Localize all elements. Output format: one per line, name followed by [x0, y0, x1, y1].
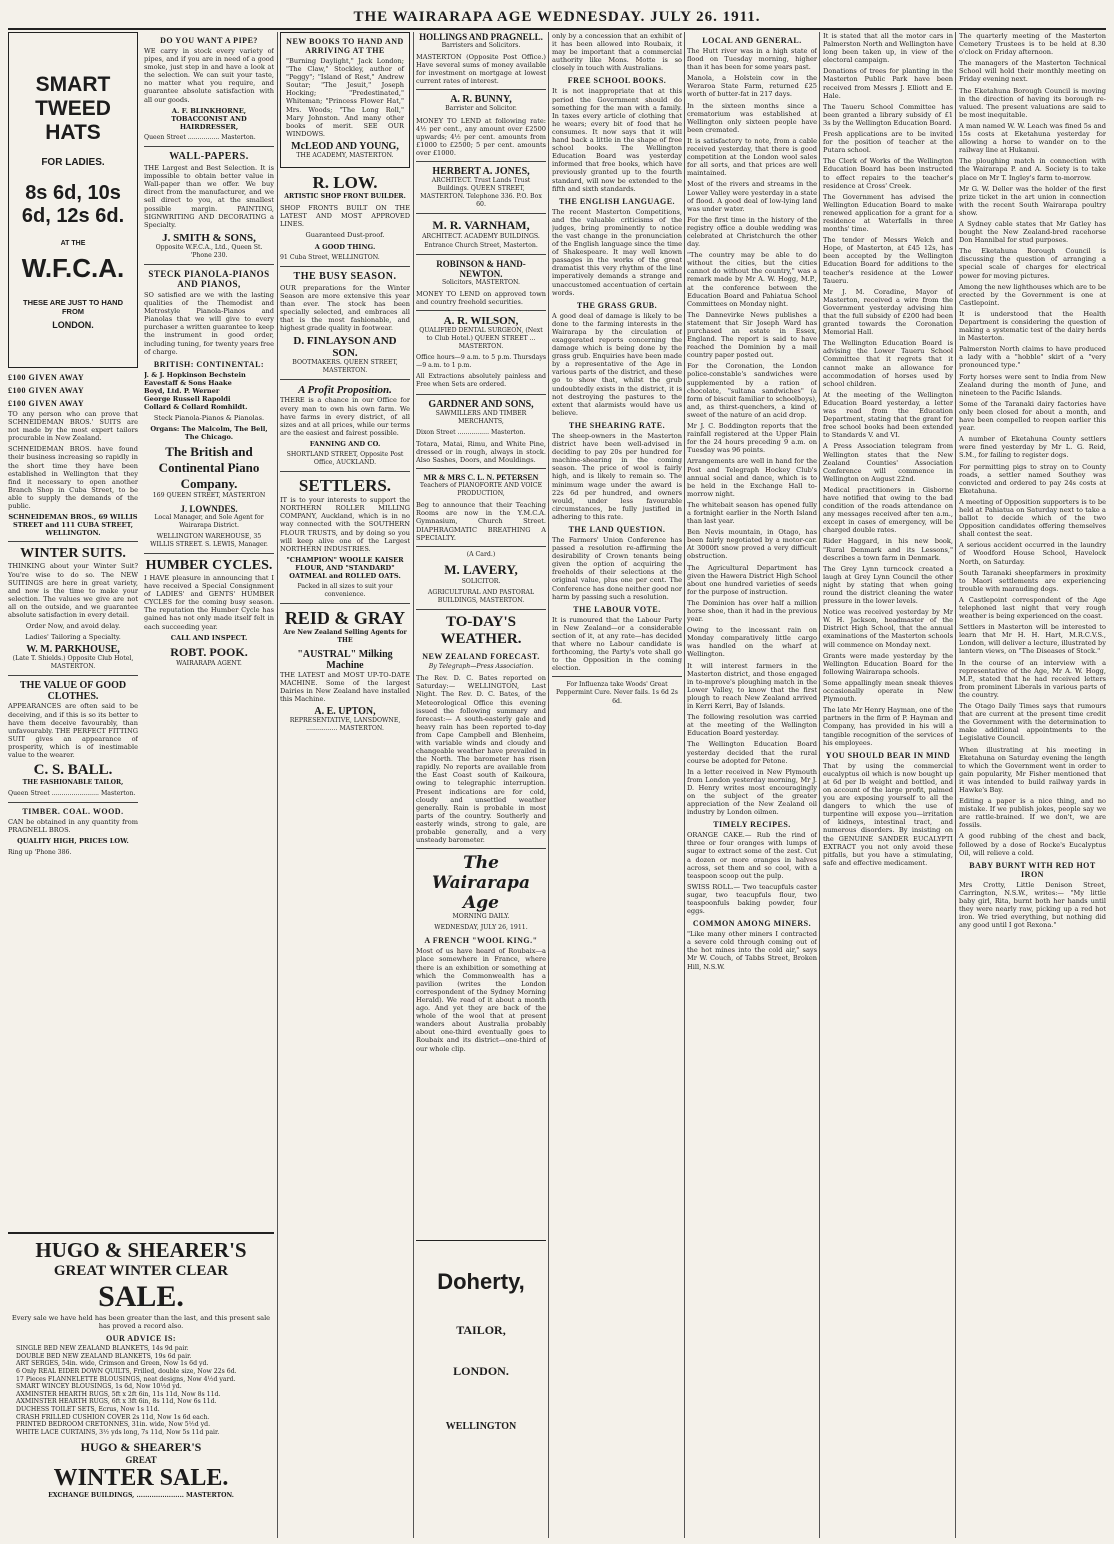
news-item: The following resolution was carried at the meeting of the Wellington Education Board yesterday. — [687, 713, 817, 738]
giveaway: £100 GIVEN AWAY — [8, 373, 85, 382]
labour-body: It is rumoured that the Labour Party in New Zealand—or a considerable section of it, at any rate—has decided that where no Labour candidate is forthcoming, the Party's vote shall go to the Opposition in the coming election. — [552, 615, 682, 673]
news-item: For the first time in the history of the registry office a double wedding was celebrated at Christchurch the other day. — [687, 215, 817, 249]
doherty: Doherty, — [437, 1269, 525, 1294]
gardner-sub: SAWMILLERS AND TIMBER MERCHANTS, — [435, 409, 527, 425]
hats-title: SMART TWEED HATS — [35, 73, 111, 144]
bear-body: That by using the commercial eucalyptus oil which is now bought up at 6d per lb weight and bottled, and on account of the large profit, palmed you are exposing yourself to all the dangers to which the use of turpentine will expose you—irritation of kidneys, intestinal tract, and numerous disorders. By insisting on the GENUINE SANDER EUCALYPTI EXTRACT you not only avoid these pitfalls, but you have a stimulating, safe and effective medicament. — [823, 761, 953, 867]
busy-body: OUR preparations for the Winter Season are more extensive this year than ever. The stock has been specially selected, and embraces all that is the most fashionable, and highest grade quality in footwear. — [280, 283, 410, 333]
hats-at: AT THE — [60, 240, 86, 247]
hugo-winter-sale: WINTER SALE. — [53, 1465, 229, 1492]
news-item: The Agricultural Department has given the Hawera District High School about one hundred varieties of seeds for the purpose of instruction. — [687, 563, 817, 596]
sale-item: PRINTED BEDROOM CRETONNES, 31in. wide, Now 5½d yd. — [16, 1421, 211, 1429]
news-item: The Otago Daily Times says that rumours that are current at the present time credit the Government with the determination to make additional appointments to the Legislative Council. — [959, 702, 1106, 743]
news-item: A meeting of Opposition supporters is to be held at Pahiatua on Saturday next to take a ballot to decide which of the two Opposition candidates offering themselves shall contest the seat. — [959, 497, 1106, 539]
news-item: Ben Nevis mountain, in Otago, has been fairly negotiated by a motor-car. At 3000ft snow proved a very difficult obstruction. — [687, 528, 817, 561]
hugo-sub: GREAT WINTER CLEAR — [53, 1263, 229, 1279]
weather-body: The Rev. D. C. Bates reported on Saturday:— WELLINGTON, Last Night. The Rev. D. C. Bates, of the Meteorological Office this evening issued the following summary and forecast:— A south-easterly gale and heavy rain has been reported to-day from Cape Campbell and Blenheim, with variable winds and cloudy and changeable weather have prevailed in the North. The barometer has risen rapidly. No reports are available from the East Coast south of Kaikoura, owing to telegraphic interruption. Present indications are for cold, cloudy and unsettled weather generally. Rain is probable in most parts of the country. Southerly and easterly winds, strong to gale, are probable generally, and a very unsteady barometer. — [416, 674, 546, 845]
miners-body: "Like many other miners I contracted a severe cold through coming out of the hot mines into the cold air," says Mr W. Couch, of Tabbs Street, Broken Hill, N.S.W. — [687, 930, 817, 971]
blinkhorne: A. F. BLINKHORNE, TOBACCONIST AND HAIRDRESSER, — [171, 106, 247, 131]
sale-item: DUCHESS TOILET SETS, Ecrus, Now 1s 11d. — [16, 1405, 160, 1413]
news-item: Medical practitioners in Gisborne have notified that owing to the bad condition of the roads attendance on any messages received after ten a.m., except in cases of emergency, will be charged double rates. — [823, 485, 953, 535]
value-body: APPEARANCES are often said to be deceiving, and if this is so its better to have them deceive favourably, than unfavourably. THE PERFECT FITTING SUIT gives an appearance of prosperity, which is of inestimable value to the wearer. — [8, 702, 138, 759]
books-ad — [280, 32, 410, 168]
giveaway: £100 GIVEN AWAY — [8, 386, 85, 395]
bunny-sub: Barrister and Solicitor. — [445, 105, 517, 113]
lavery-sub: SOLICITOR. — [461, 577, 501, 585]
hugo-great: GREAT — [125, 1455, 157, 1466]
news-item: When illustrating at his meeting in Eketahuna on Saturday evening the length to which the Government went in order to gain popularity, Mr Fisher mentioned that it was intended to build railway yards in Hawke's Bay. — [959, 745, 1106, 794]
austral: "AUSTRAL" Milking Machine — [297, 648, 393, 671]
news-item: A Castlepoint correspondent of the Age telephoned last night that very rough weather is being experienced on the coast. — [959, 595, 1106, 621]
hugo-shearer-ad — [8, 1232, 274, 1534]
schneideman-firm: SCHNEIDEMAN BROS., 69 WILLIS STREET and 111 CUBA STREET, WELLINGTON. — [8, 513, 138, 538]
wallpapers-body: THE Largest and Best Selection. It is impossible to obtain better value in Wall-paper than we offer. We buy direct from the manufacturer, and we sell direct to you, at the smallest possible margin. PAINTING, SIGNWRITING AND DECORATING a Specialty. — [144, 164, 274, 229]
humber-body: I HAVE pleasure in announcing that I have received a Special Consignment of LADIES' and GENTS' HUMBER CYCLES for the coming busy season. The reputation the Humber Cycle has gained has not only made itself felt in each succeeding year. — [144, 573, 274, 631]
news-item: Most of the rivers and streams in the Lower Valley were yesterday in a state of flood. A good deal of low-lying land was under water. — [687, 180, 817, 213]
sale-item: SINGLE BED NEW ZEALAND BLANKETS, 14s 9d pair. — [16, 1345, 189, 1353]
news-item: It is stated that all the motor cars in Palmerston North and Wellington have long been taken up, in view of the electoral campaign. — [823, 32, 953, 65]
mcleod: McLEOD AND YOUNG, — [291, 140, 399, 152]
robinson-body: MONEY TO LEND on approved town and country freehold securities. — [416, 289, 546, 306]
masthead: THE WAIRARAPA AGE WEDNESDAY. JULY 26. 1911. — [8, 6, 1106, 30]
news-item: Mr J. C. Boddington reports that the rainfall registered at the Upper Plain for the 24 hours preceding 9 a.m. on Tuesday was 96 points. — [687, 422, 817, 455]
news-item: Forty horses were sent to India from New Zealand during the month of June, and nineteen to the Pacific Islands. — [959, 372, 1106, 397]
hats-prices: 8s 6d, 10s 6d, 12s 6d. — [21, 182, 125, 227]
news-item: The Clerk of Works of the Wellington Education Board has been instructed to effect repairs to the teacher's residence at Cross' Creek. — [823, 157, 953, 190]
profit-body: THERE is a chance in our Office for every man to own his own farm. We have farms in every district, of all sizes and at all prices, while our terms are the easiest and fairest possible. — [280, 396, 410, 437]
news-item: Settlers in Masterton will be interested to learn that Mr H. H. Hart, M.R.C.V.S., London, will deliver a lecture, illustrated by lantern views, on "The Diseases of Stock." — [959, 623, 1106, 656]
hats-london: LONDON. — [52, 320, 94, 330]
lowndes-sub: Local Manager, and Sole Agent for Wairarapa District. — [154, 513, 264, 529]
bear-title: YOU SHOULD BEAR IN MIND — [825, 750, 951, 760]
news-item: It is satisfactory to note, from a cable received yesterday, that there is good competition at the London wool sales for all sorts, and that prices are well maintained. — [687, 136, 817, 178]
organs: Organs: The Malcolm, The Bell, The Chicago. — [150, 425, 268, 442]
sale-item: 17 Pieces FLANNELETTE BLOUSINGS, neat designs, Now 4½d yard. — [16, 1375, 236, 1383]
land-body: The Farmers' Union Conference has passed a resolution re-affirming the desirability of Crown tenants being given the option of acquiring the freeholds of their selections at the original value, plus one per cent. The Conference has done neither good nor harm by passing such a resolution. — [552, 535, 682, 601]
news-item: Among the new lighthouses which are to be erected by the Government is one at Castlepoint. — [959, 282, 1106, 307]
wilson-hours: Office hours—9 a.m. to 5 p.m. Thursdays—9 a.m. to 1 p.m. — [416, 354, 546, 370]
wilson-sub: QUALIFIED DENTAL SURGEON, (Next to Club Hotel.) QUEEN STREET ... MASTERTON. — [419, 326, 543, 351]
reid: REID & GRAY — [284, 608, 406, 629]
fanning-sub: SHORTLAND STREET, Opposite Post Office, AUCKLAND. — [286, 451, 404, 467]
land-title: THE LAND QUESTION. — [568, 524, 666, 534]
petersen-body: Beg to announce that their Teaching Rooms are now in the Y.M.C.A. Gymnasium, Church Street. DIAPHRAGMATIC BREATHING A SPECIALTY. — [416, 501, 546, 542]
fanning: FANNING AND CO. — [309, 439, 381, 448]
news-item: The Government has advised the Wellington Education Board to make renewed application for a grant for a residence at Waterfalls in three months' time. — [823, 192, 953, 234]
humber-call: CALL AND INSPECT. — [170, 633, 248, 642]
gardner: GARDNER AND SONS, — [428, 398, 534, 410]
low-sub: ARTISTIC SHOP FRONT BUILDER. — [284, 193, 406, 201]
austral-body: THE LATEST and MOST UP-TO-DATE MACHINE. Some of the largest Dairies in New Zealand have installed this Machine. — [280, 670, 410, 703]
humber: HUMBER CYCLES. — [145, 557, 273, 573]
doherty-ad — [416, 1240, 546, 1533]
news-item: Palmerston North claims to have produced a lady with a "hobble" skirt of a "very pronounced type." — [959, 345, 1106, 370]
news-item: The Dominion has over half a million horse shoe, than it had in the previous year. — [687, 598, 817, 624]
flag-date: WEDNESDAY, JULY 26, 1911. — [434, 924, 528, 932]
ball-addr: Queen Street ........................ Masterton. — [8, 790, 136, 798]
baby-body: Mrs Crotty, Little Denison Street, Carrington, N.S.W., writes:— "My little baby girl, Rita, burnt both her hands until they were nearly raw, picking up a red hot iron. We tried everything, but nothing did any good until I got Rexona." — [959, 880, 1106, 930]
news-item: A Press Association telegram from Wellington states that the New Zealand Counties' Association Conference will commence in Wellington on August 22nd. — [823, 442, 953, 483]
influenza: For Influenza take Woods' Great Peppermint Cure. Never fails. 1s 6d 2s 6d. — [556, 681, 678, 705]
news-item: Arrangements are well in hand for the Post and Telegraph Hockey Club's annual social and dance, which is to be held in the Exchange Hall to-morrow night. — [687, 457, 817, 498]
hugo-sale: SALE. — [98, 1280, 184, 1313]
sale-item: 6 Only REAL EIDER DOWN QUILTS, Frilled, double size, Now 22s 6d. — [16, 1367, 237, 1375]
varnham-sub: ARCHITECT. ACADEMY BUILDINGS. Entrance Church Street, Masterton. — [422, 233, 540, 249]
hats-note: THESE ARE JUST TO HAND FROM — [22, 298, 123, 316]
timber-quality: QUALITY HIGH, PRICES LOW. — [17, 837, 129, 846]
hollings-sub: Barristers and Solicitors. — [441, 42, 521, 49]
column-rule — [684, 32, 685, 1538]
sale-item: SMART WINCEY BLOUSINGS, 1s 6d, Now 10½d yd. — [16, 1383, 182, 1391]
news-item: In a letter received in New Plymouth from London yesterday morning, Mr J. D. Henry writes most encouragingly on the subject of the greater appreciation of the New Zealand oil industry by London oilmen. — [687, 767, 817, 817]
gardner-addr: Dixon Street ................ Masterton. — [416, 428, 526, 436]
news-item: "The country may be able to do without the cities, but the cities cannot do without the country," was a remark made by Mr A. W. Hogg, M.P., at the conference between the Education Board and Pahiatua School Committees on Monday night. — [687, 251, 817, 308]
makers: J. & J. Hopkinson Bechstein Eavestaff & Sons Haake Boyd, Ltd. P. Werner George Russell Rapoldi Collard & Collard Romhildt. — [144, 370, 248, 412]
news-item: Some of the Taranaki dairy factories have only been closed for about a month, and have been compelled to reopen earlier this year. — [959, 399, 1106, 433]
finlayson: D. FINLAYSON AND SON. — [293, 335, 397, 360]
hats-for: FOR LADIES. — [41, 157, 105, 168]
winter-order: Order Now, and avoid delay. — [25, 622, 121, 631]
hollings-body: MASTERTON (Opposite Post Office.) Have several sums of money available for investment on mortgage at lowest current rates of interest. — [416, 53, 546, 86]
news-item: Mr J. M. Coradine, Mayor of Masterton, received a wire from the Government yesterday advising him that the full subsidy of £200 had been granted towards the Coronation Memorial Hall. — [823, 287, 953, 337]
ball-sub: THE FASHIONABLE TAILOR, — [22, 779, 124, 787]
champion-note: Packed in all sizes to suit your convenience. — [297, 583, 393, 599]
wilson: A. R. WILSON, — [443, 314, 519, 327]
hugo-advice: OUR ADVICE IS: — [105, 1334, 177, 1344]
sale-item: ART SERGES, 54in. wide, Crimson and Green, Now 1s 6d yd. — [16, 1360, 209, 1368]
news-item: It will interest farmers in the Masterton district, and those engaged in to-mprove's ploughing match in the Lower Valley, to know that the first plough to reach New Zealand arrived in Kerri Kerri, Bay of Islands. — [687, 661, 817, 711]
column-7 — [823, 32, 953, 1538]
settlers-body: IT is to your interests to support the NORTHERN ROLLER MILLING COMPANY, Auckland, which is in no way connected with the SOUTHERN FLOUR TRUSTS, and by doing so you will keep alive one of the Largest NORTHERN INDUSTRIES. — [280, 496, 410, 553]
news-item: Manola, a Holstein cow in the Weraroa State Farm, returned £25 worth of butter-fat in 217 days. — [687, 74, 817, 99]
shearing-body: The sheep-owners in the Masterton district have been well-advised in deciding to pay 20s per hundred for machine-shearing in the coming season. The price of wool is fairly high, and is likely to remain so. The minimum wage under the award is 22s 6d per hundred, and owners would, under less favourable circumstances, be fully justified in adhering to this rate. — [552, 431, 682, 521]
winter-ladies: Ladies' Tailoring a Specialty. — [25, 633, 121, 642]
robinson-sub: Solicitors, MASTERTON. — [441, 278, 521, 286]
finlayson-sub: BOOTMAKERS. QUEEN STREET, MASTERTON. — [292, 359, 398, 375]
local-general-title: LOCAL AND GENERAL. — [702, 36, 802, 45]
column-rule — [413, 32, 414, 1538]
sale-item: AXMINSTER HEARTH RUGS, 6ft x 3ft 6in, 8s 11d, Now 6s 11d. — [16, 1398, 217, 1406]
news-item: The Grey Lynn turncock created a laugh at Grey Lynn Council the other night by stating that when going round the district cleaning the water pressure in the lower levels. — [823, 564, 953, 606]
timber-phone: Ring up 'Phone 386. — [8, 848, 72, 856]
books-title: NEW BOOKS TO HAND AND ARRIVING AT THE — [286, 37, 404, 55]
schneideman-intro: TO any person who can prove that SCHNEIDEMAN BROS.' SUITS are not made by the most expert tailors procurable in New Zealand. — [8, 410, 138, 443]
hats-ad — [8, 32, 138, 368]
news-item: A serious accident occurred in the laundry of Woodford House School, Havelock North, on Saturday. — [959, 541, 1106, 566]
low: R. LOW. — [312, 173, 378, 193]
doherty-tailor: TAILOR, — [456, 1323, 506, 1337]
col5-intro: only by a concession that an exhibit of it has been allowed into Roubaix, it may be important that a commercial authority like Mons. Motte is so closely in touch with Australians. — [552, 32, 682, 73]
news-item: The Taueru School Committee has been granted a library subsidy of £1 3s by the Wellington Education Board. — [823, 102, 953, 127]
lavery-card: (A Card.) — [466, 550, 496, 558]
wool-title: A FRENCH "WOOL KING." — [424, 936, 538, 946]
news-item: Fresh applications are to be invited for the position of teacher at the Putara school. — [823, 130, 953, 155]
column-rule — [955, 32, 956, 1538]
flag-sub: MORNING DAILY. — [452, 913, 510, 921]
books-body: "Burning Daylight," Jack London; "The Claw," Stockley, author of "Peggy"; "Island of Rest," Andrew Soutar; "The Jesuit," Joseph Hocking; "Predestinated," Whiteman; "Princess Flower Hat," Mrs. Woods; "The Long Roll," Mary Johnston. And many other books of merit. SEE OUR WINDOWS. — [286, 57, 404, 138]
bunny-body: MONEY TO LEND at following rate: 4½ per cent., any amount over £2500 upwards; 4½ per cent. amounts from £1000 to £2500; 5 per cent. amounts over £1000. — [416, 116, 546, 157]
sale-item: AXMINSTER HEARTH RUGS, 5ft x 2ft 6in, 11s 11d, Now 8s 11d. — [16, 1390, 221, 1398]
column-6 — [687, 32, 817, 1538]
wool-body: Most of us have heard of Roubaix—a place somewhere in France, where there is an exhibition or something at which the Commonwealth has a pavilion (writes the London correspondent of the Sydney Morning Herald). We read of it about a month ago. And yet they are back of the whole of the wool that at present wanders about Australia probably about one-third eventually goes to Roubaix and its district—one-third of our whole clip. — [416, 947, 546, 1053]
value-title: THE VALUE OF GOOD CLOTHES. — [19, 680, 127, 703]
schneideman-body: SCHNEIDEMAN BROS. have found their business increasing so rapidly in the short time they have been established in Wellington that they find it necessary to open another Branch Shop in Cuba Street, to be able to supply the demands of the public. — [8, 445, 138, 511]
hollings: HOLLINGS AND PRAGNELL. — [419, 32, 543, 42]
news-item: A number of Eketahuna County settlers were fined yesterday by Mr L. G. Reid, S.M., for failing to register dogs. — [959, 435, 1106, 460]
ball: C. S. BALL. — [33, 762, 113, 779]
champion: "CHAMPION" WOOLLE KAISER FLOUR, AND "STANDARD" OATMEAL and ROLLED OATS. — [286, 555, 404, 581]
low-body: SHOP FRONTS BUILT ON THE LATEST AND MOST APPROVED LINES. — [280, 204, 410, 229]
low-addr: 91 Cuba Street, WELLINGTON. — [280, 253, 380, 261]
news-item: The Eketahuna Borough Council is moving in the direction of having its borough re-valued. The present valuations are said to be most inequitable. — [959, 86, 1106, 119]
recipes-title: TIMELY RECIPES. — [713, 820, 791, 830]
smith-addr: Opposite W.F.C.A., Ltd., Queen St. 'Phone 230. — [155, 243, 263, 259]
giveaway: £100 GIVEN AWAY — [8, 399, 85, 408]
winter-title: WINTER SUITS. — [20, 546, 126, 562]
reid-sub: Are New Zealand Selling Agents for THE — [283, 629, 407, 645]
jones-sub: ARCHITECT. Trust Lands Trust Buildings. QUEEN STREET, MASTERTON. Telephone 336. P.O. Box 60. — [420, 177, 542, 209]
column-8 — [959, 32, 1106, 1538]
upton: A. E. UPTON, — [314, 705, 376, 717]
news-item: A man named W. W. Leach was fined 5s and 15s costs at Eketahuna yesterday for allowing a horse to wander on to the railway line at Hukanui. — [959, 121, 1106, 155]
bunny: A. R. BUNNY, — [450, 94, 512, 106]
news-item: South Taranaki sheepfarmers in proximity to Maori settlements are experiencing trouble with marauding dogs. — [959, 568, 1106, 593]
winter-body: THINKING about your Winter Suit? You're wise to do so. The NEW SUITINGS are here in great variety, and now is the time to make your selection. The values we give are not all on the outside, and we guarantee absolute satisfaction in every detail. — [8, 562, 138, 619]
news-item: The Hutt river was in a high state of flood on Tuesday morning, higher than it has been for some years past. — [687, 47, 817, 72]
news-item: The quarterly meeting of the Masterton Cemetery Trustees is to be held at 8.30 o'clock on Friday afternoon. — [959, 32, 1106, 57]
swiss-roll: SWISS ROLL.— Two teacupfuls caster sugar, two teacupfuls flour, two teaspoonfuls baking powder, four eggs. — [687, 882, 817, 916]
upton-sub: REPRESENTATIVE, LANSDOWNE, ................ MASTERTON. — [289, 716, 401, 732]
low-good: A GOOD THING. — [314, 242, 376, 251]
news-item: The Wellington Education Board yesterday decided that the rural course be adopted for Petone. — [687, 740, 817, 765]
petersen-sub: Teachers of PIANOFORTE AND VOICE PRODUCTION, — [419, 482, 543, 498]
hugo-footer: EXCHANGE BUILDINGS, ...................... MASTERTON. — [48, 1492, 234, 1500]
news-item: Donations of trees for planting in the Masterton Public Park have been received from Messrs J. Elliott and E. Hale. — [823, 67, 953, 100]
news-item: Rider Haggard, in his new book, "Rural Denmark and its Lessons," describes a town farm in Denmark. — [823, 537, 953, 562]
column-3 — [280, 32, 410, 1538]
gardner-body: Totara, Matai, Rimu, and White Pine, dressed or in rough, always in stock. Also Sashes, Doors, and Mouldings. — [416, 439, 546, 464]
steck-extra: Steck Pianola-Pianos & Pianolas. — [153, 414, 265, 423]
news-item: In the course of an interview with a representative of the Age, Mr A. W. Hogg, M.P., stated that he had received letters from prominent Liberals in various parts of the country. — [959, 658, 1106, 699]
weather-title: TO-DAY'S WEATHER. — [440, 614, 522, 648]
column-2 — [144, 32, 274, 1226]
hugo-item-list — [8, 1345, 274, 1436]
doherty-wellington: WELLINGTON — [445, 1421, 517, 1432]
news-item: Editing a paper is a nice thing, and no mistake. If we publish jokes, people say we are rattle-brained. If we don't, we are fossils. — [959, 797, 1106, 830]
lavery: M. LAVERY, — [444, 561, 518, 577]
bcpc: The British and Continental Piano Company. — [158, 444, 260, 492]
pipe-title: DO YOU WANT A PIPE? — [160, 36, 258, 45]
shearing-title: THE SHEARING RATE. — [568, 420, 666, 430]
column-rule — [819, 32, 820, 1538]
news-item: The Wellington Education Board is advising the Lower Taueru School Committee that it regrets that it cannot make an allowance for accommodation of horses used by school children. — [823, 339, 953, 388]
news-item: A Sydney cable states that Mr Gatley has bought the New Zealand-bred racehorse Don Hannibal for stud purposes. — [959, 219, 1106, 245]
hats-store: W.F.C.A. — [21, 253, 125, 283]
news-item: The late Mr Henry Hayman, one of the partners in the firm of P. Hayman and Company, has provided in his will a tangible recognition of the services of his employees. — [823, 706, 953, 747]
smith: J. SMITH & SONS, — [162, 231, 256, 244]
steck-body: SO satisfied are we with the lasting qualities of the Themodist and Metrostyle Pianola-Pianos and Pianolas that we will give to every purchaser a written guarantee to keep the instrument in good order, including tuning, for twenty years free of charge. — [144, 290, 274, 356]
low-dust: Guaranteed Dust-proof. — [305, 231, 385, 240]
news-item: The Dannevirke News publishes a statement that Sir Joseph Ward has purchased an estate in Essex, England. The report is said to have reached the Dominion by a mail country paper posted out. — [687, 310, 817, 360]
free-books-body: It is not inappropriate that at this period the Government should do something for the man with a family. In taxes every article of clothing that he wears; every bit of food that he consumes. It now says that it will hand back a little in the shape of free school books. The Wellington Education Board was yesterday informed that free books, which have previously granted up to the fourth standard, will now be extended to the fifth and sixth standards. — [552, 87, 682, 193]
grass-body: A good deal of damage is likely to be done to the farming interests in the Wairarapa by the circulation of exaggerated reports concerning the damage which is being done by the grass grub. Enquiries have been made by a representative of the Age in various parts of the district, and these go to show that, whilst the grub undoubtedly exists in the district, it is not destroying the pastures to the extent that alarmists would have us believe. — [552, 311, 682, 417]
column-rule — [548, 32, 549, 1538]
british: BRITISH: CONTINENTAL: — [153, 359, 265, 369]
steck: STECK PIANOLA-PIANOS AND PIANOS, — [148, 268, 270, 289]
varnham: M. R. VARNHAM, — [432, 218, 530, 233]
wilson-note: All Extractions absolutely painless and Free when Sets are ordered. — [416, 373, 546, 389]
news-item: For the Coronation, the London police-constable's sandwiches were supplemented by a ration of chocolate, "sultana sandwiches" (a form of biscuit familiar to schoolboys), and, as thirst-quenchers, a kind of sweet of the nature of an acid drop. — [687, 362, 817, 419]
weather-sub: NEW ZEALAND FORECAST. — [422, 652, 540, 662]
weather-by: By Telegraph—Press Association. — [428, 663, 534, 671]
warehouse: WELLINGTON WAREHOUSE, 35 WILLIS STREET. S. LEWIS, Manager. — [150, 532, 268, 548]
blinkhorne-addr: Queen Street ................ Masterton. — [144, 133, 256, 141]
news-item: Owing to the incessant rain on Monday comparatively little cargo was handled on the wharf at Wellington. — [687, 626, 817, 659]
news-item: Mr G. W. Deller was the holder of the first prize ticket in the art union in connection with the recent South Wairarapa poultry show. — [959, 184, 1106, 217]
labour-title: THE LABOUR VOTE. — [573, 604, 661, 614]
timber-body: CAN be obtained in any quantity from PRAGNELL BROS. — [8, 818, 138, 835]
column-5 — [552, 32, 682, 1538]
news-item: A good rubbing of the chest and back, followed by a dose of Rocke's Eucalyptus Oil, will relieve a cold. — [959, 832, 1106, 857]
robinson: ROBINSON & HAND-NEWTON. — [436, 258, 526, 279]
parkhouse-sub: (Late T. Shields.) Opposite Club Hotel, MASTERTON. — [12, 655, 134, 671]
column-rule — [277, 32, 278, 1538]
sale-item: CRASH FRILLED CUSHION COVER 2s 11d, Now 1s 6d each. — [16, 1413, 210, 1421]
news-item: The ploughing match in connection with the Wairarapa P. and A. Society is to take place on Mr T. Ingley's farm to-morrow. — [959, 157, 1106, 182]
news-item: The whitebait season has opened fully a fortnight earlier in the North Island than last year. — [687, 500, 817, 526]
news-item: The tender of Messrs Welch and Hope, of Masterton, at £45 12s, has been accepted by the Wellington Education Board for additions to the teacher's residence at the Lower Taueru. — [823, 236, 953, 285]
bcpc-addr: 169 QUEEN STREET, MASTERTON — [152, 492, 266, 500]
english-title: THE ENGLISH LANGUAGE. — [558, 196, 676, 206]
settlers: SETTLERS. — [298, 476, 392, 496]
baby-title: BABY BURNT WITH RED HOT IRON — [969, 860, 1096, 879]
news-item: In the sixteen months since a crematorium was established at Wellington only sixteen people have been cremated. — [687, 101, 817, 134]
sale-item: DOUBLE BED NEW ZEALAND BLANKETS, 19s 6d pair. — [16, 1352, 192, 1360]
jones: HERBERT A. JONES, — [432, 166, 530, 178]
news-item: For permitting pigs to stray on to County roads, a settler named Southey was convicted and ordered to pay 24s costs at Eketahuna. — [959, 462, 1106, 495]
profit: A Profit Proposition. — [298, 384, 392, 397]
free-books-title: FREE SCHOOL BOOKS. — [567, 76, 667, 86]
wallpapers: WALL-PAPERS. — [169, 151, 249, 163]
newspaper-flag: The Wairarapa Age — [432, 853, 530, 914]
hugo-title-2: HUGO & SHEARER'S — [80, 1440, 202, 1455]
parkhouse: W. M. PARKHOUSE, — [26, 644, 120, 656]
hugo-intro: Every sale we have held has been greater than the last, and this present sale has proved a record also. — [11, 1314, 271, 1331]
lowndes: J. LOWNDES. — [180, 503, 238, 514]
mcleod-sub: THE ACADEMY, MASTERTON. — [296, 151, 394, 159]
miners-title: COMMON AMONG MINERS. — [692, 919, 812, 929]
news-item: Some appallingly mean sneak thieves occasionally operate in New Plymouth. — [823, 678, 953, 704]
news-item: It is understood that the Health Department is considering the question of making a systematic test of the dairy herds in Masterton. — [959, 309, 1106, 343]
lavery-body: AGRICULTURAL AND PASTORAL BUILDINGS, MASTERTON. — [427, 588, 535, 605]
pook: ROBT. POOK. — [170, 644, 248, 659]
english-body: The recent Masterton Competitions, and the valuable criticisms of the judges, bring prominently to notice the vast change in the pronunciation of the English language since the time of Shakespeare. It may well known passages in the works of the great dramatist this very rhythm of the line imperatively demands a strange and unaccustomed accentuation of certain words. — [552, 207, 682, 297]
news-item: At the meeting of the Wellington Education Board yesterday, a letter was read from the Education Department, stating that the grant for free school books had been extended to Standards V. and VI. — [823, 390, 953, 440]
hugo-title: HUGO & SHEARER'S — [35, 1238, 247, 1262]
news-item: Grants were made yesterday by the Wellington Education Board for the following Wairarapa schools. — [823, 651, 953, 676]
grass-title: THE GRASS GRUB. — [576, 300, 658, 310]
news-item: The managers of the Masterton Technical School will hold their monthly meeting on Friday evening next. — [959, 59, 1106, 84]
pipe-body: WE carry in stock every variety of pipes, and if you are in need of a good smoke, just step in and have a look at the selection. We can suit your taste, no matter what you require, and guarantee absolute satisfaction with all our goods. — [144, 47, 274, 104]
sale-item: WHITE LACE CURTAINS, 3½ yds long, 7s 11d, Now 5s 11d pair. — [16, 1428, 220, 1436]
doherty-london: LONDON. — [453, 1364, 509, 1378]
news-item: Notice was received yesterday by Mr W. H. Jackson, headmaster of the District High School, that the annual examinations of the Masterton schools will commence on Monday next. — [823, 608, 953, 649]
petersen: MR & MRS C. L. N. PETERSEN — [423, 473, 539, 483]
busy: THE BUSY SEASON. — [293, 270, 397, 282]
pook-sub: WAIRARAPA AGENT. — [176, 659, 242, 667]
news-item: The Eketahuna Borough Council is discussing the question of arranging a special scale of charges for electrical power for moving pictures. — [959, 247, 1106, 280]
timber: TIMBER. COAL. WOOD. — [22, 807, 124, 817]
recipes-body: ORANGE CAKE.— Rub the rind of three or four oranges with lumps of sugar to extract some of the zest. Cut a dozen or more oranges in halves across, set them and so cool, with a teaspoon scoop out the pulp. — [687, 831, 817, 880]
